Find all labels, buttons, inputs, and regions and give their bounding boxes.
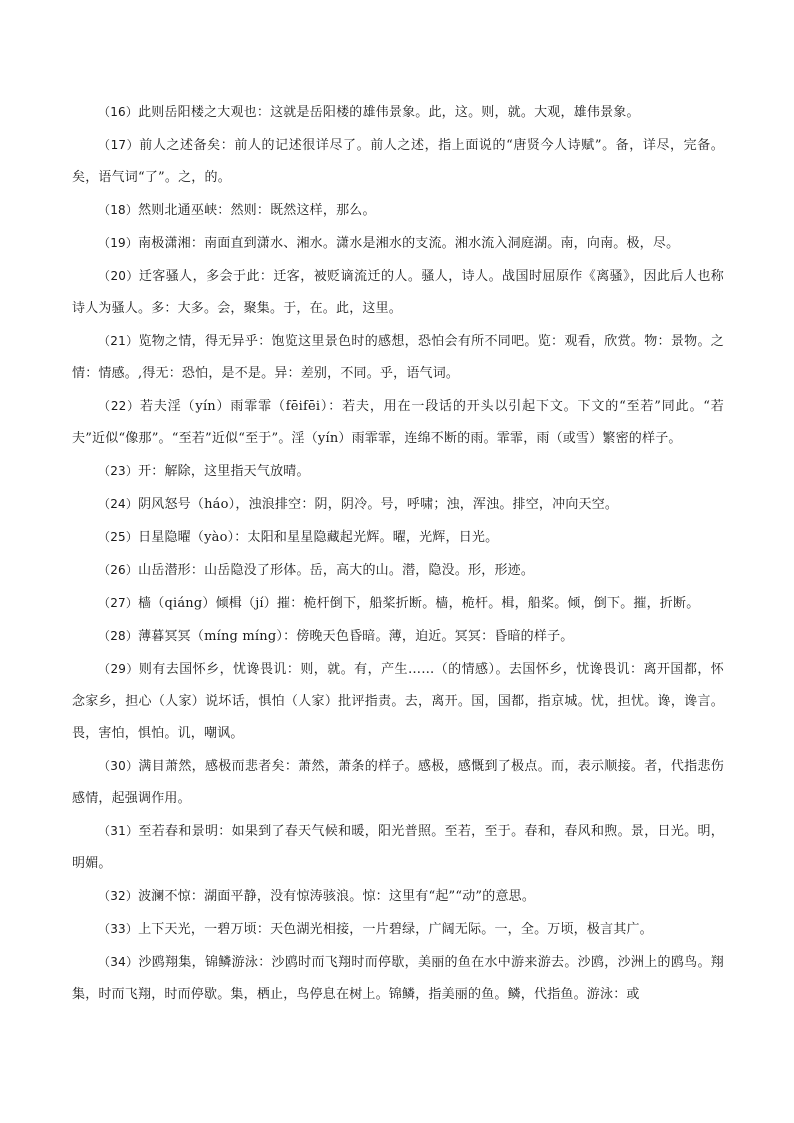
annotation-text: 若夫淫（yín）雨霏霏（fēifēi）：若夫，用在一段话的开头以引起下文。下文的“至若”同此。“若夫”近似“像那”。“至若”近似“至于”。淫（yín）雨霏霏，连绵不断的雨。霏霏，雨（或雪）繁密的样子。	[72, 399, 724, 446]
annotation-21	[72, 325, 724, 390]
annotation-number: （19）	[98, 236, 139, 250]
annotation-number: （26）	[98, 563, 139, 577]
annotation-18	[72, 194, 724, 227]
annotation-text: 开：解除，这里指天气放晴。	[138, 464, 310, 479]
annotation-number: （27）	[98, 596, 139, 610]
annotation-25	[72, 521, 724, 554]
annotation-23	[72, 455, 724, 488]
annotation-32	[72, 880, 724, 913]
annotation-number: （34）	[98, 955, 139, 969]
annotation-text: 樯（qiáng）倾楫（jí）摧：桅杆倒下，船桨折断。樯，桅杆。楫，船桨。倾，倒下。摧，折断。	[138, 596, 700, 611]
annotation-number: （21）	[98, 334, 139, 348]
annotation-text: 阴风怒号（háo），浊浪排空：阴，阴冷。号，呼啸；浊，浑浊。排空，冲向天空。	[138, 497, 619, 512]
annotation-number: （28）	[98, 629, 139, 643]
annotation-number: （22）	[98, 399, 141, 413]
document-page	[72, 96, 724, 1011]
annotation-number: （32）	[98, 889, 139, 903]
annotation-text: 满目萧然，感极而悲者矣：萧然，萧条的样子。感极，感慨到了极点。而，表示顺接。者，代指悲伤感情，起强调作用。	[72, 759, 724, 806]
annotation-text: 然则北通巫峡：然则：既然这样，那么。	[138, 203, 376, 218]
annotation-text: 至若春和景明：如果到了春天气候和暖，阳光普照。至若，至于。春和，春风和煦。景，日光。明，明媚。	[72, 824, 724, 871]
annotation-31	[72, 815, 724, 880]
annotation-text: 波澜不惊：湖面平静，没有惊涛骇浪。惊：这里有“起”“动”的意思。	[138, 889, 536, 904]
annotation-33	[72, 913, 724, 946]
annotation-number: （33）	[98, 922, 139, 936]
annotation-number: （16）	[98, 105, 139, 119]
annotation-number: （23）	[98, 464, 139, 478]
annotation-number: （30）	[98, 759, 139, 773]
annotation-number: （20）	[98, 269, 139, 283]
annotation-text: 山岳潜形：山岳隐没了形体。岳，高大的山。潜，隐没。形，形迹。	[138, 563, 535, 578]
annotation-text: 薄暮冥冥（míng míng）：傍晚天色昏暗。薄，迫近。冥冥：昏暗的样子。	[138, 629, 574, 644]
annotation-number: （18）	[98, 203, 139, 217]
annotation-17	[72, 129, 724, 194]
annotation-number: （25）	[98, 530, 139, 544]
annotation-number: （17）	[98, 138, 140, 152]
annotation-16	[72, 96, 724, 129]
annotation-34	[72, 946, 724, 1011]
annotation-19	[72, 227, 724, 260]
annotation-text: 上下天光，一碧万顷：天色湖光相接，一片碧绿，广阔无际。一，全。万顷，极言其广。	[138, 922, 653, 937]
annotation-22	[72, 390, 724, 455]
annotation-text: 迁客骚人，多会于此：迁客，被贬谪流迁的人。骚人，诗人。战国时屈原作《离骚》，因此后人也称诗人为骚人。多：大多。会，聚集。于，在。此，这里。	[72, 269, 724, 316]
annotation-number: （24）	[98, 497, 139, 511]
annotation-text: 则有去国怀乡，忧谗畏讥：则，就。有，产生……（的情感）。去国怀乡，忧谗畏讥：离开国都，怀念家乡，担心（人家）说坏话，惧怕（人家）批评指责。去，离开。国，国都，指京城。忧，担忧。谗，谗言。畏，害怕，惧怕。讥，嘲讽。	[72, 662, 724, 741]
annotation-24	[72, 488, 724, 521]
annotation-text: 日星隐曜（yào）：太阳和星星隐藏起光辉。曜，光辉，日光。	[138, 530, 499, 545]
annotation-text: 前人之述备矣：前人的记述很详尽了。前人之述，指上面说的“唐贤今人诗赋”。备，详尽，完备。矣，语气词“了”。之，的。	[72, 138, 724, 185]
annotation-text: 览物之情，得无异乎：饱览这里景色时的感想，恐怕会有所不同吧。览：观看，欣赏。物：景物。之情：情感。,得无：恐怕，是不是。异：差别，不同。乎，语气词。	[72, 334, 724, 381]
annotation-28	[72, 620, 724, 653]
annotation-30	[72, 750, 724, 815]
annotation-29	[72, 653, 724, 750]
annotation-27	[72, 587, 724, 620]
annotation-26	[72, 554, 724, 587]
annotation-text: 此则岳阳楼之大观也：这就是岳阳楼的雄伟景象。此，这。则，就。大观，雄伟景象。	[138, 105, 640, 120]
annotation-text: 沙鸥翔集，锦鳞游泳：沙鸥时而飞翔时而停歇，美丽的鱼在水中游来游去。沙鸥，沙洲上的鸥鸟。翔集，时而飞翔，时而停歇。集，栖止，鸟停息在树上。锦鳞，指美丽的鱼。鳞，代指鱼。游泳：或	[72, 955, 724, 1002]
annotation-text: 南极潇湘：南面直到潇水、湘水。潇水是湘水的支流。湘水流入洞庭湖。南，向南。极，尽。	[138, 236, 680, 251]
annotation-number: （31）	[98, 824, 139, 838]
annotation-20	[72, 260, 724, 325]
annotation-number: （29）	[98, 662, 139, 676]
